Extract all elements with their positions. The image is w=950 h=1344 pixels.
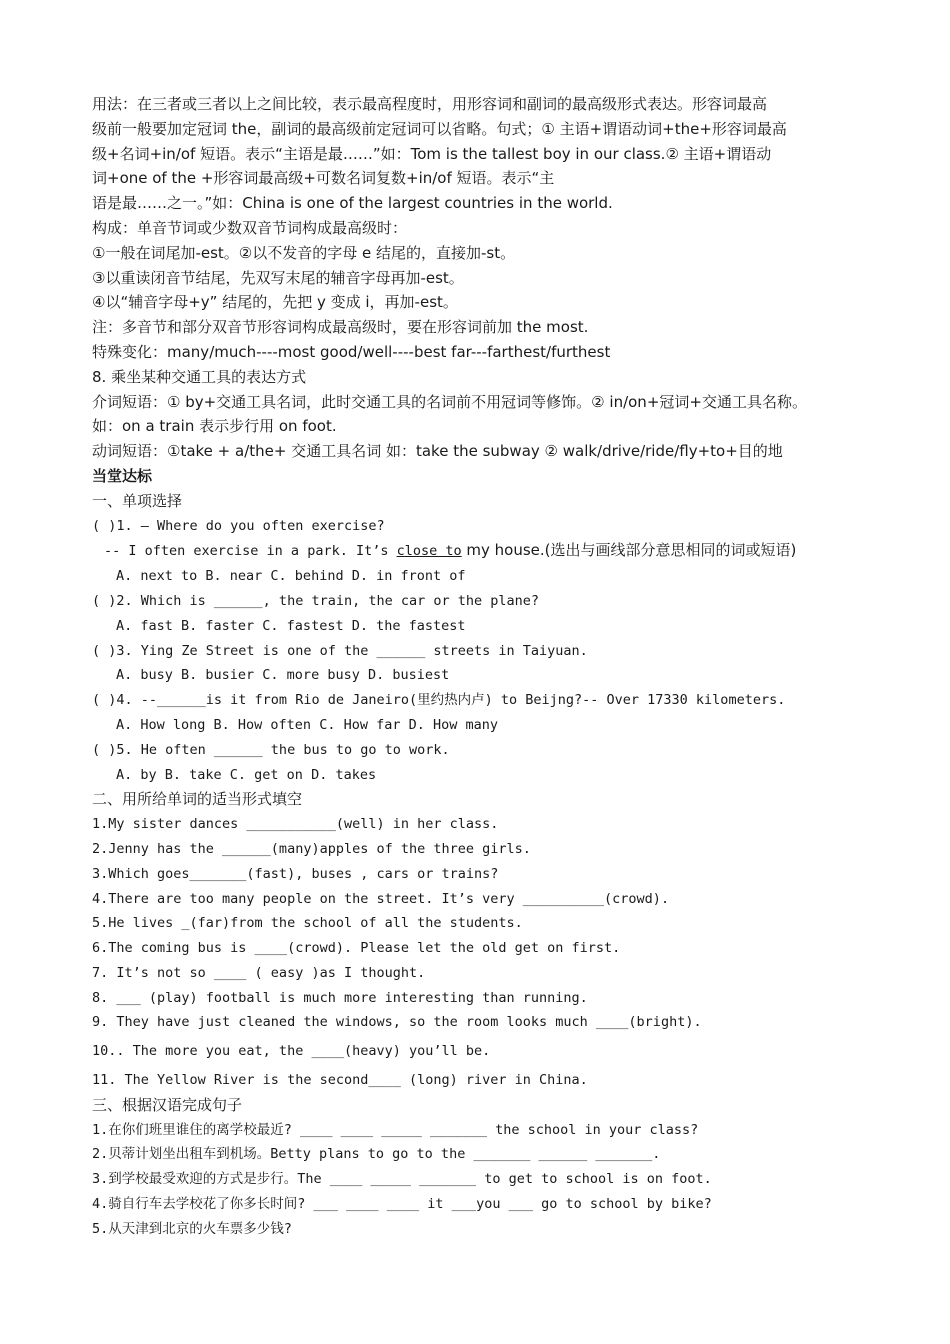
transport-prep-phrase: 介词短语：① by+交通工具名词，此时交通工具的名词前不用冠词等修饰。② in/on+冠词+交通工具名称。 bbox=[92, 392, 807, 411]
usage-line: 用法：在三者或三者以上之间比较，表示最高程度时，用形容词和副词的最高级形式表达。形容词最高 bbox=[92, 95, 768, 113]
fill-item: 4.There are too many people on the street. It’s very __________(crowd). bbox=[92, 890, 670, 907]
translation-item: 3.到学校最受欢迎的方式是步行。The ____ _____ _______ to get to school is on foot. bbox=[92, 1171, 712, 1188]
translation-item: 2.贝蒂计划坐出租车到机场。Betty plans to go to the _______ ______ _______. bbox=[92, 1146, 661, 1163]
fill-item: 7. It’s not so ____ ( easy )as I thought. bbox=[92, 964, 426, 981]
question-stem: ( )3. Ying Ze Street is one of the ______ streets in Taiyuan. bbox=[92, 642, 588, 659]
fill-item: 2.Jenny has the ______(many)apples of the three girls. bbox=[92, 840, 531, 857]
usage-line: 词+one of the +形容词最高级+可数名词复数+in/of 短语。表示“主 bbox=[92, 169, 555, 188]
special-forms: 特殊变化：many/much----most good/well----best far---farthest/furthest bbox=[92, 342, 611, 361]
answer-text: my house.(选出与画线部分意思相同的词或短语) bbox=[461, 541, 797, 560]
transport-title: 8. 乘坐某种交通工具的表达方式 bbox=[92, 367, 307, 386]
question-answer-line bbox=[92, 538, 890, 564]
section-multiple-choice bbox=[92, 489, 890, 788]
question-options: A. How long B. How often C. How far D. How many bbox=[116, 716, 499, 733]
usage-line: 级前一般要加定冠词 the，副词的最高级前定冠词可以省略。句式；① 主语+谓语动词+the+形容词最高 bbox=[92, 119, 787, 138]
fill-item: 3.Which goes_______(fast), buses , cars or trains? bbox=[92, 865, 499, 882]
usage-line: 级+名词+in/of 短语。表示“主语是最……”如：Tom is the tallest boy in our class.② 主语+谓语动 bbox=[92, 144, 772, 163]
transport-verb-phrase: 动词短语：①take + a/the+ 交通工具名词 如：take the subway ② walk/drive/ride/fly+to+目的地 bbox=[92, 442, 783, 461]
formation-rule: ①一般在词尾加-est。②以不发音的字母 e 结尾的，直接加-st。 bbox=[92, 243, 516, 262]
fill-item: 11. The Yellow River is the second____ (long) river in China. bbox=[92, 1072, 588, 1089]
fill-item: 8. ___ (play) football is much more interesting than running. bbox=[92, 989, 588, 1006]
fill-item: 1.My sister dances ___________(well) in her class. bbox=[92, 816, 499, 833]
fill-item: 5.He lives _(far)from the school of all the students. bbox=[92, 915, 523, 932]
question-stem: ( )4. --______is it from Rio de Janeiro(里约热内卢) to Beijng?-- Over 17330 kilometers. bbox=[92, 692, 786, 709]
fill-item: 6.The coming bus is ____(crowd). Please let the old get on first. bbox=[92, 940, 621, 957]
section-fill-in bbox=[92, 787, 890, 1093]
formation-note: 注：多音节和部分双音节形容词构成最高级时，要在形容词前加 the most. bbox=[92, 318, 589, 337]
answer-text: -- I often exercise in a park. It’s bbox=[104, 543, 397, 560]
translation-item: 5.从天津到北京的火车票多少钱? bbox=[92, 1220, 292, 1237]
translation-item: 1.在你们班里谁住的离学校最近? ____ ____ _____ _______ the school in your class? bbox=[92, 1121, 699, 1138]
question-stem: ( )1. – Where do you often exercise? bbox=[92, 517, 385, 534]
formation-rules bbox=[92, 216, 890, 365]
practice-heading: 当堂达标 bbox=[92, 466, 153, 485]
formation-title: 构成：单音节词或少数双音节词构成最高级时： bbox=[92, 218, 408, 237]
usage-line: 语是最……之一。”如：China is one of the largest countries in the world. bbox=[92, 194, 613, 213]
question-options: A. fast B. faster C. fastest D. the fastest bbox=[116, 617, 466, 634]
fill-item: 10.. The more you eat, the ____(heavy) you’ll be. bbox=[92, 1043, 491, 1060]
translation-item: 4.骑自行车去学校花了你多长时间? ___ ____ ____ it ___you ___ go to school by bike? bbox=[92, 1196, 712, 1213]
fill-item: 9. They have just cleaned the windows, so the room looks much ____(bright). bbox=[92, 1014, 702, 1031]
transport-example: 如：on a train 表示步行用 on foot. bbox=[92, 417, 337, 436]
question-options: A. by B. take C. get on D. takes bbox=[116, 766, 377, 783]
question-options: A. next to B. near C. behind D. in front of bbox=[116, 568, 466, 585]
section-title: 三、根据汉语完成句子 bbox=[92, 1095, 243, 1114]
section-title: 一、单项选择 bbox=[92, 491, 183, 510]
formation-rule: ③以重读闭音节结尾，先双写末尾的辅音字母再加-est。 bbox=[92, 268, 464, 287]
question-options: A. busy B. busier C. more busy D. busiest bbox=[116, 667, 450, 684]
section-title: 二、用所给单词的适当形式填空 bbox=[92, 790, 303, 809]
question-stem: ( )2. Which is ______, the train, the car or the plane? bbox=[92, 592, 540, 609]
formation-rule: ④以“辅音字母+y” 结尾的，先把 y 变成 i，再加-est。 bbox=[92, 293, 458, 312]
underlined-phrase: close to bbox=[396, 543, 462, 560]
transport-expressions bbox=[92, 365, 890, 464]
question-stem: ( )5. He often ______ the bus to go to work. bbox=[92, 741, 450, 758]
section-translation bbox=[92, 1093, 890, 1242]
usage-paragraph bbox=[92, 92, 890, 216]
